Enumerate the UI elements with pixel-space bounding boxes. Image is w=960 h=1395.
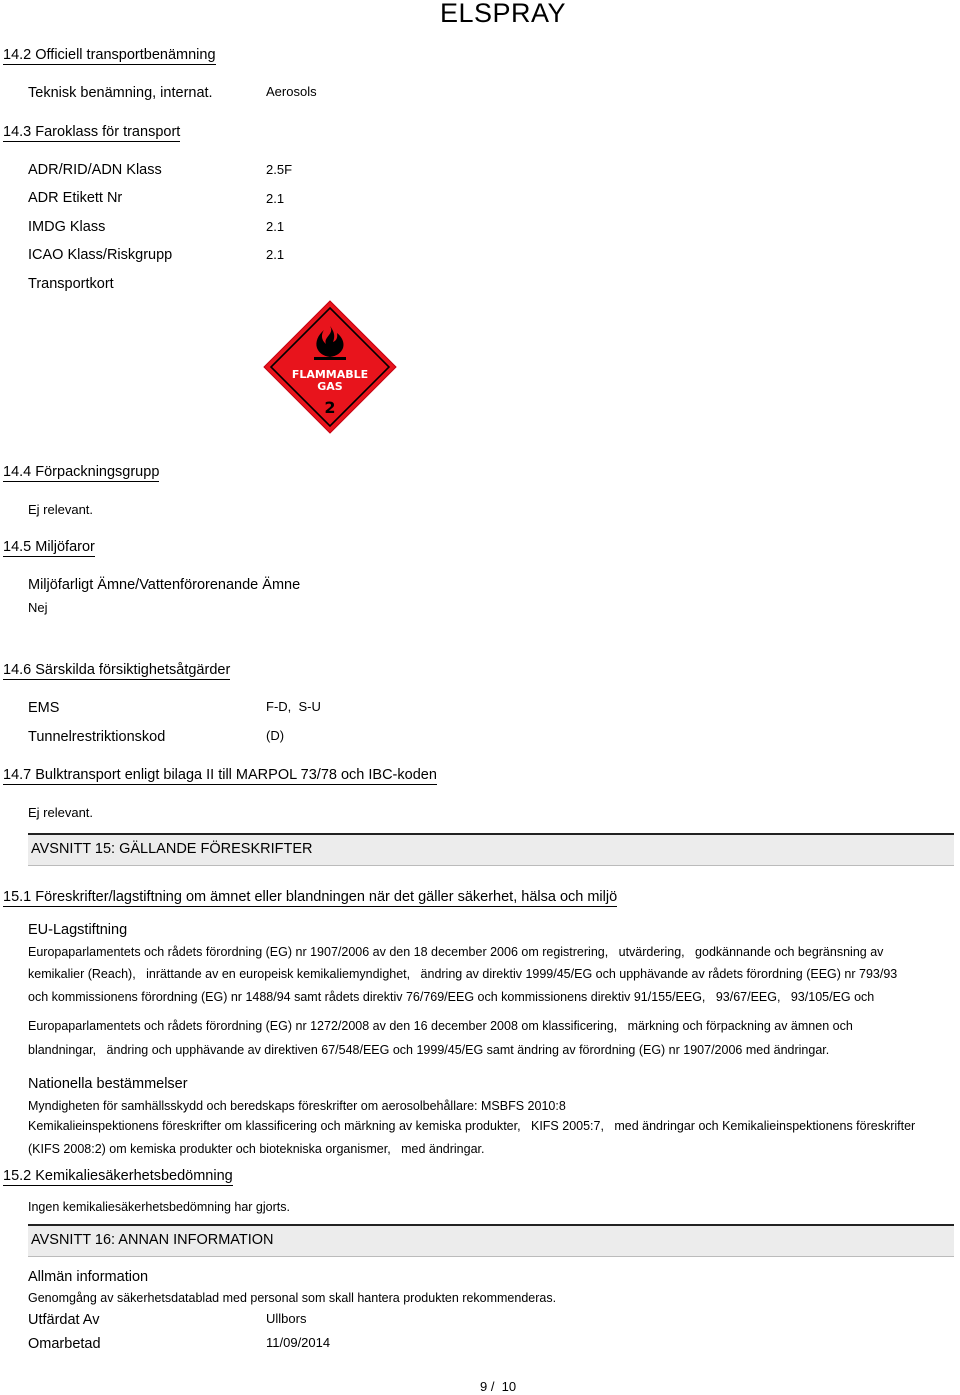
eu-legislation-line: och kommissionens förordning (EG) nr 1488/94 samt rådets direktiv 76/769/EEG och kommissionens direktiv 91/155/EEG, 93/67/EEG, 93/105/EG och	[28, 990, 875, 1004]
page-number: 9 / 10	[480, 1379, 517, 1394]
general-info-label: Allmän information	[28, 1269, 149, 1285]
section-14-2-heading: 14.2 Officiell transportbenämning	[3, 47, 216, 63]
chemical-safety-assessment-text: Ingen kemikaliesäkerhetsbedömning har gjorts.	[28, 1200, 290, 1214]
document-title: ELSPRAY	[440, 0, 567, 28]
section-16-title: AVSNITT 16: ANNAN INFORMATION	[31, 1232, 274, 1248]
section-15-2-heading: 15.2 Kemikaliesäkerhetsbedömning	[3, 1168, 233, 1184]
general-info-text: Genomgång av säkerhetsdatablad med personal som skall hantera produkten rekommenderas.	[28, 1291, 557, 1305]
flammable-gas-placard	[263, 300, 397, 434]
section-15-title: AVSNITT 15: GÄLLANDE FÖRESKRIFTER	[31, 841, 313, 857]
adr-label-no-value: 2.1	[266, 191, 285, 206]
eu-legislation-line: Europaparlamentets och rådets förordning (EG) nr 1272/2008 av den 16 december 2008 om klassificering, märkning och förpackning av ämnen och	[28, 1019, 853, 1033]
technical-name-label: Teknisk benämning, internat.	[28, 85, 213, 101]
section-14-5-heading: 14.5 Miljöfaror	[3, 539, 95, 555]
national-regulation-line: Myndigheten för samhällsskydd och beredskaps föreskrifter om aerosolbehållare: MSBFS 2010:8	[28, 1099, 566, 1113]
placard-line1: FLAMMABLE	[291, 368, 369, 381]
placard-number: 2	[324, 398, 336, 417]
adr-class-label: ADR/RID/ADN Klass	[28, 162, 162, 178]
technical-name-value: Aerosols	[266, 84, 317, 99]
section-16-bar	[28, 1224, 954, 1257]
section-15-1-heading: 15.1 Föreskrifter/lagstiftning om ämnet eller blandningen när det gäller säkerhet, hälsa och miljö	[3, 889, 618, 905]
national-regulations-label: Nationella bestämmelser	[28, 1076, 188, 1092]
ems-label: EMS	[28, 700, 60, 716]
section-14-4-heading: 14.4 Förpackningsgrupp	[3, 464, 160, 480]
section-14-7-heading: 14.7 Bulktransport enligt bilaga II till MARPOL 73/78 och IBC-koden	[3, 767, 437, 783]
placard-line2: GAS	[317, 380, 343, 393]
bulk-transport-text: Ej relevant.	[28, 805, 94, 820]
environmental-hazard-value: Nej	[28, 600, 48, 615]
section-14-3-heading: 14.3 Faroklass för transport	[3, 124, 181, 140]
issued-by-value: Ullbors	[266, 1311, 307, 1326]
imdg-class-value: 2.1	[266, 219, 285, 234]
section-14-6-heading: 14.6 Särskilda försiktighetsåtgärder	[3, 662, 231, 678]
adr-label-no-label: ADR Etikett Nr	[28, 190, 123, 206]
eu-legislation-line: blandningar, ändring och upphävande av direktiven 67/548/EEG och 1999/45/EG samt ändring av förordning (EG) nr 1907/2006 med ändringar.	[28, 1043, 830, 1057]
revised-label: Omarbetad	[28, 1336, 101, 1352]
tunnel-code-label: Tunnelrestriktionskod	[28, 729, 166, 745]
national-regulation-line: Kemikalieinspektionens föreskrifter om klassificering och märkning av kemiska produkter, KIFS 2005:7, med ändringar och Kemikalieinspektionens föreskrifter	[28, 1119, 916, 1133]
revised-value: 11/09/2014	[266, 1335, 331, 1350]
tunnel-code-value: (D)	[266, 728, 285, 743]
issued-by-label: Utfärdat Av	[28, 1312, 100, 1328]
eu-legislation-label: EU-Lagstiftning	[28, 922, 128, 938]
icao-class-value: 2.1	[266, 247, 285, 262]
adr-class-value: 2.5F	[266, 162, 293, 177]
national-regulation-line: (KIFS 2008:2) om kemiska produkter och biotekniska organismer, med ändringar.	[28, 1142, 485, 1156]
ems-value: F-D, S-U	[266, 699, 321, 714]
section-15-bar	[28, 833, 954, 866]
transport-card-label: Transportkort	[28, 276, 114, 292]
eu-legislation-line: kemikalier (Reach), inrättande av en europeisk kemikaliemyndighet, ändring av direktiv 1999/45/EG och upphävande av rådets förordning (EEG) nr 793/93	[28, 967, 898, 981]
environmental-hazard-label: Miljöfarligt Ämne/Vattenförorenande Ämne	[28, 577, 301, 593]
packing-group-text: Ej relevant.	[28, 502, 94, 517]
imdg-class-label: IMDG Klass	[28, 219, 106, 235]
eu-legislation-line: Europaparlamentets och rådets förordning (EG) nr 1907/2006 av den 18 december 2006 om registrering, utvärdering, godkännande och begränsning av	[28, 945, 884, 959]
icao-class-label: ICAO Klass/Riskgrupp	[28, 247, 173, 263]
